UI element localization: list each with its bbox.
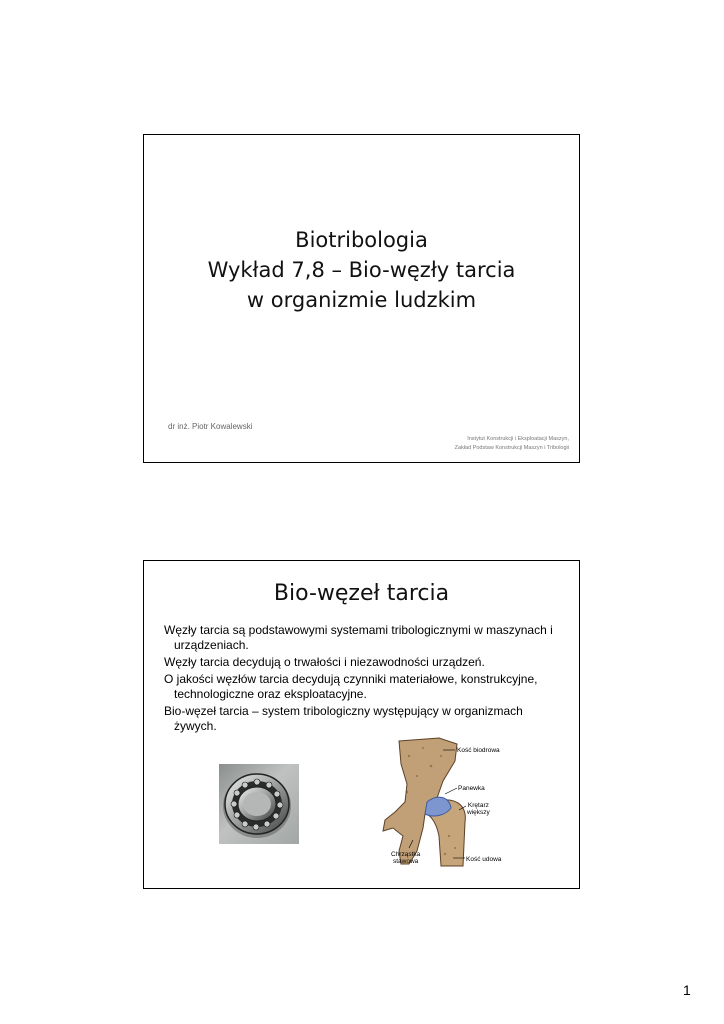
- label-kretarz-line-2: większy: [467, 809, 490, 816]
- bearing-photo: [219, 764, 299, 844]
- label-kretarz-line-1: Krętarz: [467, 802, 489, 809]
- slide-title: [143, 134, 580, 463]
- bullet-item: O jakości węzłów tarcia decydują czynniki materiałowe, konstrukcyjne, technologiczne oraz eksploatacyjne.: [164, 672, 538, 701]
- institute-line-1: Instytut Konstrukcji i Eksploatacji Maszyn,: [467, 436, 569, 442]
- label-kretarz: [467, 802, 490, 816]
- author-name: dr inż. Piotr Kowalewski: [168, 422, 253, 431]
- slide-heading: Bio-węzeł tarcia: [273, 581, 450, 606]
- bearing-illustration: [219, 764, 299, 844]
- label-kosc-biodrowa: Kość biodrowa: [457, 747, 500, 754]
- institute-info: [455, 435, 569, 453]
- bullet-item: Węzły tarcia decydują o trwałości i niezawodności urządzeń.: [164, 655, 485, 669]
- title-line-2: Wykład 7,8 – Bio-węzły tarcia: [207, 258, 516, 282]
- title-line-1: Biotribologia: [295, 228, 428, 252]
- label-kosc-udowa: Kość udowa: [466, 856, 502, 863]
- label-panewka: Panewka: [458, 785, 485, 792]
- title-line-3: w organizmie ludzkim: [246, 288, 477, 312]
- hip-joint-diagram: [379, 736, 569, 876]
- bullet-item: Węzły tarcia są podstawowymi systemami tribologicznymi w maszynach i urządzeniach.: [164, 623, 553, 652]
- lecture-title: [144, 225, 579, 315]
- label-chrzastka-line-1: Chrząstka: [391, 851, 421, 858]
- institute-line-2: Zakład Podstaw Konstrukcji Maszyn i Tribologii: [454, 445, 569, 451]
- bullet-item: Bio-węzeł tarcia – system tribologiczny występujący w organizmach żywych.: [164, 704, 523, 733]
- label-chrzastka-line-2: stawowa: [392, 858, 419, 865]
- slide-bio-wezel: [143, 560, 580, 889]
- bullet-list: [164, 623, 563, 736]
- page-number: 1: [683, 982, 691, 998]
- label-chrzastka: [391, 851, 420, 865]
